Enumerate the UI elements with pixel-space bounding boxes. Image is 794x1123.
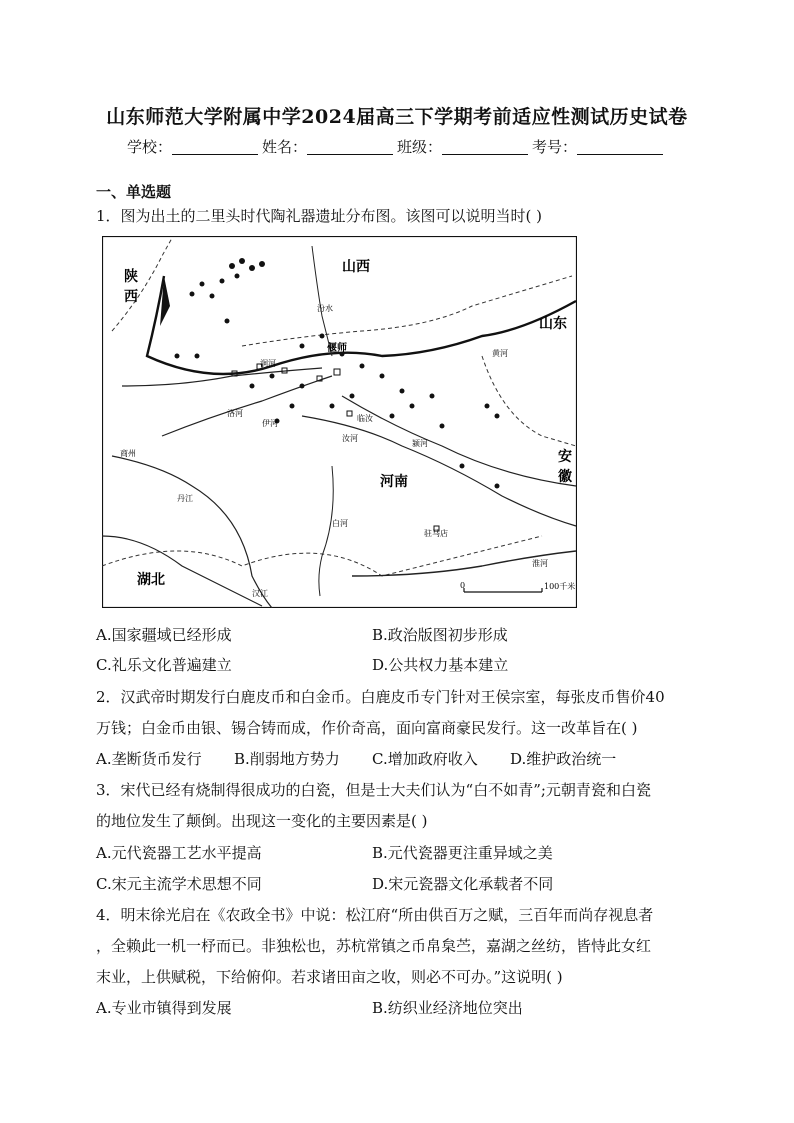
q2-option-b: B.削弱地方势力 — [234, 750, 340, 768]
label-shaanxi-2: 西 — [124, 289, 138, 305]
q2-stem-line-2: 万钱；白金币由银、锡合铸而成，作价奇高，面向富商豪民发行。这一改革旨在( ) — [96, 719, 638, 737]
label-anhui-1: 安 — [558, 449, 572, 465]
q2-stem-line-1: 2．汉武帝时期发行白鹿皮币和白金币。白鹿皮币专门针对王侯宗室，每张皮币售价40 — [96, 688, 665, 706]
label-jianhe: 涧河 — [260, 359, 276, 368]
erlitou-site-map — [102, 236, 577, 608]
q2-option-c: C.增加政府收入 — [372, 750, 478, 768]
q1-option-a: A.国家疆域已经形成 — [96, 626, 232, 644]
class-label: 班级： — [397, 138, 443, 156]
label-yinghe: 颍河 — [412, 439, 428, 448]
number-label: 考号： — [532, 138, 578, 156]
label-henan: 河南 — [380, 474, 408, 490]
q3-option-d: D.宋元瓷器文化承载者不同 — [372, 875, 554, 893]
scale-label: 100千米 — [544, 582, 576, 591]
label-linru: 临汝 — [357, 414, 373, 423]
exam-title: 山东师范大学附属中学2024届高三下学期考前适应性测试历史试卷 — [106, 106, 688, 128]
scale-zero: 0 — [460, 581, 466, 590]
name-label: 姓名： — [261, 138, 307, 156]
q3-option-c: C.宋元主流学术思想不同 — [96, 875, 262, 893]
section-heading: 一、单选题 — [96, 183, 172, 201]
q4-stem-line-1: 4．明末徐光启在《农政全书》中说：松江府“所由供百万之赋，三百年而尚存视息者 — [96, 906, 654, 924]
q1-option-b: B.政治版图初步形成 — [372, 626, 508, 644]
label-shaanxi-1: 陕 — [124, 269, 138, 285]
label-anhui-2: 徽 — [558, 469, 572, 485]
label-luohe: 洛河 — [227, 409, 243, 418]
label-yihe: 伊河 — [262, 419, 278, 428]
q4-option-b: B.纺织业经济地位突出 — [372, 999, 523, 1017]
q1-option-c: C.礼乐文化普遍建立 — [96, 656, 232, 674]
q4-option-a: A.专业市镇得到发展 — [96, 999, 232, 1017]
number-blank — [577, 139, 663, 155]
label-fenshui: 汾水 — [317, 304, 333, 313]
q2-option-a: A.垄断货币发行 — [96, 750, 202, 768]
q3-stem-line-1: 3．宋代已经有烧制得很成功的白瓷，但是士大夫们认为“白不如青”;元朝青瓷和白瓷 — [96, 781, 651, 799]
label-danjiang: 丹江 — [177, 494, 193, 503]
q4-stem-line-2: ，全赖此一机一杼而已。非独松也，苏杭常镇之币帛枲苎，嘉湖之丝纺，皆恃此女红 — [96, 937, 652, 955]
q1-option-d: D.公共权力基本建立 — [372, 656, 509, 674]
label-zhumadian: 驻马店 — [424, 529, 448, 538]
q4-stem-line-3: 末业，上供赋税，下给俯仰。若求诸田亩之收，则必不可办。”这说明( ) — [96, 968, 563, 986]
name-blank — [307, 139, 393, 155]
map-frame — [103, 237, 577, 608]
q2-option-d: D.维护政治统一 — [510, 750, 617, 768]
label-yanshi: 偃师 — [327, 343, 347, 354]
label-shandong: 山东 — [539, 316, 567, 332]
label-shanxi: 山西 — [342, 259, 370, 275]
school-blank — [172, 139, 258, 155]
map-figure — [102, 236, 577, 608]
q1-stem: 1．图为出土的二里头时代陶礼器遗址分布图。该图可以说明当时( ) — [96, 207, 543, 225]
label-shangzhou: 商州 — [120, 449, 136, 458]
student-info-row — [0, 136, 794, 157]
label-huaihe: 淮河 — [532, 559, 548, 568]
q3-stem-line-2: 的地位发生了颠倒。出现这一变化的主要因素是( ) — [96, 812, 428, 830]
school-label: 学校： — [126, 138, 172, 156]
label-ruhe: 汝河 — [342, 434, 358, 443]
label-hanjiang: 汉江 — [252, 589, 268, 598]
label-huanghe: 黄河 — [492, 349, 508, 358]
label-hubei: 湖北 — [137, 572, 165, 588]
q3-option-a: A.元代瓷器工艺水平提高 — [96, 844, 262, 862]
q3-option-b: B.元代瓷器更注重异域之美 — [372, 844, 553, 862]
class-blank — [442, 139, 528, 155]
label-baihe: 白河 — [332, 519, 348, 528]
